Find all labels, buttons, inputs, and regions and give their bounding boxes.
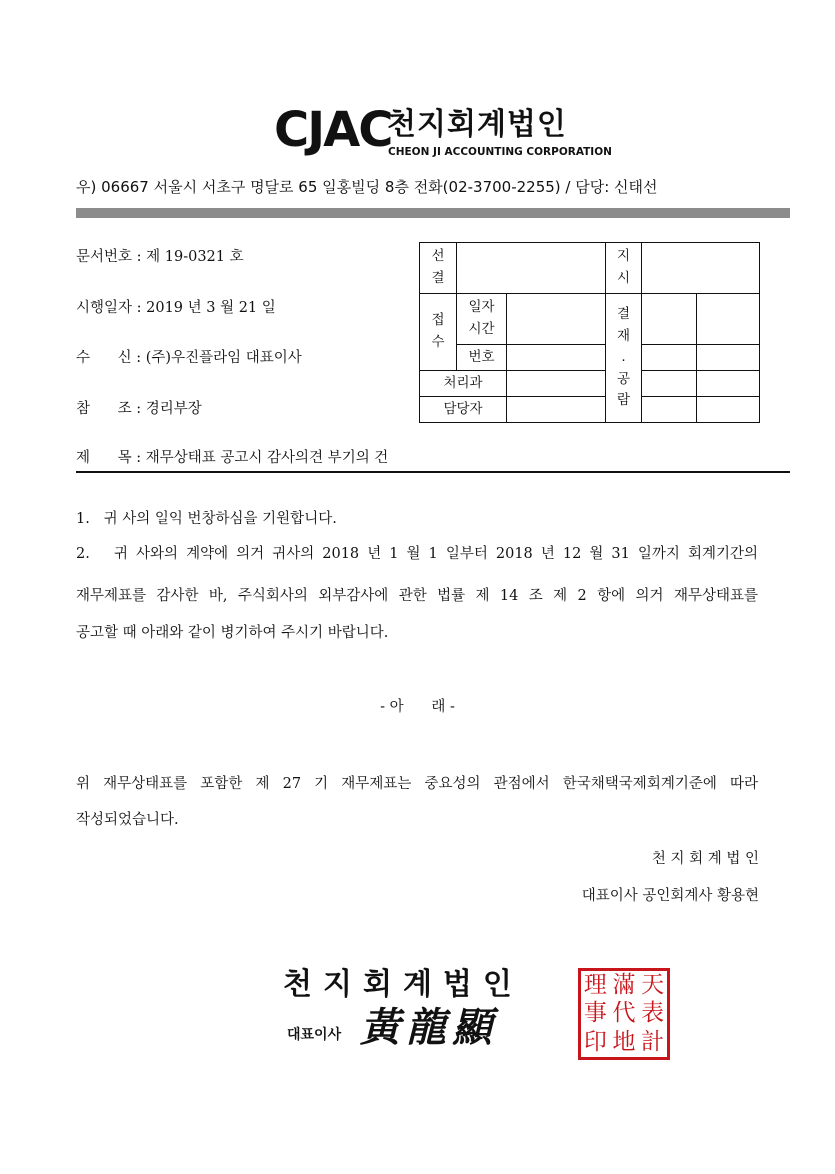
dept-cell [507, 371, 606, 397]
seal-char: 理 [583, 971, 607, 998]
body-item-2-line-1: 2. 귀 사와의 계약에 의거 귀사의 2018 년 1 월 1 일부터 2018 년 12 월 31 일까지 회계기간의 [76, 546, 758, 562]
header-divider [76, 208, 790, 218]
paragraph-line-2: 작성되었습니다. [76, 812, 179, 828]
number-cell [507, 345, 606, 371]
seal-char: 計 [641, 1029, 665, 1056]
jisi-label: 지 시 [606, 243, 642, 294]
signature: 黃龍顯 [360, 1004, 498, 1051]
jisi-cell [642, 243, 760, 294]
issue-date: 시행일자 : 2019 년 3 월 21 일 [76, 300, 276, 316]
paragraph-line-1: 위 재무상태표를 포함한 제 27 기 재무제표는 중요성의 관점에서 한국채택국제회계기준에 따라 [76, 776, 758, 792]
seal-char: 地 [612, 1029, 636, 1056]
seal-char: 滿 [612, 971, 636, 998]
seal-char: 印 [583, 1029, 607, 1056]
approval-cell-1 [642, 294, 697, 345]
company-seal [578, 968, 670, 1060]
seongyeol-label: 선 결 [420, 243, 457, 294]
damdangja-label: 담당자 [420, 397, 507, 423]
approval-cell-3 [642, 345, 697, 371]
approval-cell-5 [642, 371, 697, 397]
gyeoljae-label: 결 재 . 공 람 [606, 294, 642, 423]
body-item-2-line-3: 공고할 때 아래와 같이 병기하여 주시기 바랍니다. [76, 625, 389, 641]
signoff-firm: 천 지 회 계 법 인 [651, 851, 759, 867]
approval-cell-8 [697, 397, 760, 423]
seal-char: 天 [641, 971, 665, 998]
date-time-cell [507, 294, 606, 345]
company-name-ko: 천지회계법인 [387, 107, 567, 142]
seongyeol-cell [457, 243, 606, 294]
ilja-sigan-label: 일자 시간 [457, 294, 507, 345]
signoff-representative: 대표이사 공인회계사 황용현 [581, 888, 759, 904]
jeopsu-label: 접 수 [420, 294, 457, 371]
cheorigwa-label: 처리과 [420, 371, 507, 397]
beonho-label: 번호 [457, 345, 507, 371]
seal-char: 代 [612, 1000, 636, 1027]
subject: 제 목 : 재무상태표 공고시 감사의견 부기의 건 [76, 450, 389, 466]
body-item-2-line-2: 재무제표를 감사한 바, 주식회사의 외부감사에 관한 법률 제 14 조 제 2 항에 의거 재무상태표를 [76, 588, 758, 604]
reference: 참 조 : 경리부장 [76, 401, 202, 417]
stamp-role: 대표이사 [287, 1027, 342, 1043]
approval-cell-2 [697, 294, 760, 345]
approval-box [419, 242, 760, 423]
seal-char: 表 [641, 1000, 665, 1027]
address-line: 우) 06667 서울시 서초구 명달로 65 일홍빌딩 8층 전화(02-3700-2255) / 담당: 신태선 [76, 178, 658, 196]
center-mark: - 아 래 - [380, 699, 455, 715]
approval-cell-4 [697, 345, 760, 371]
doc-number: 문서번호 : 제 19-0321 호 [76, 249, 244, 265]
stamp-firm-name: 천지회계법인 [283, 967, 523, 1002]
subject-divider [76, 471, 790, 473]
approval-cell-7 [642, 397, 697, 423]
logo-mark: CJAC [274, 102, 392, 158]
recipient: 수 신 : (주)우진플라임 대표이사 [76, 350, 302, 366]
approval-cell-6 [697, 371, 760, 397]
body-item-1: 1. 귀 사의 일익 번창하심을 기원합니다. [76, 511, 337, 527]
company-name-en: CHEON JI ACCOUNTING CORPORATION [388, 146, 612, 158]
person-cell [507, 397, 606, 423]
seal-char: 事 [583, 1000, 607, 1027]
